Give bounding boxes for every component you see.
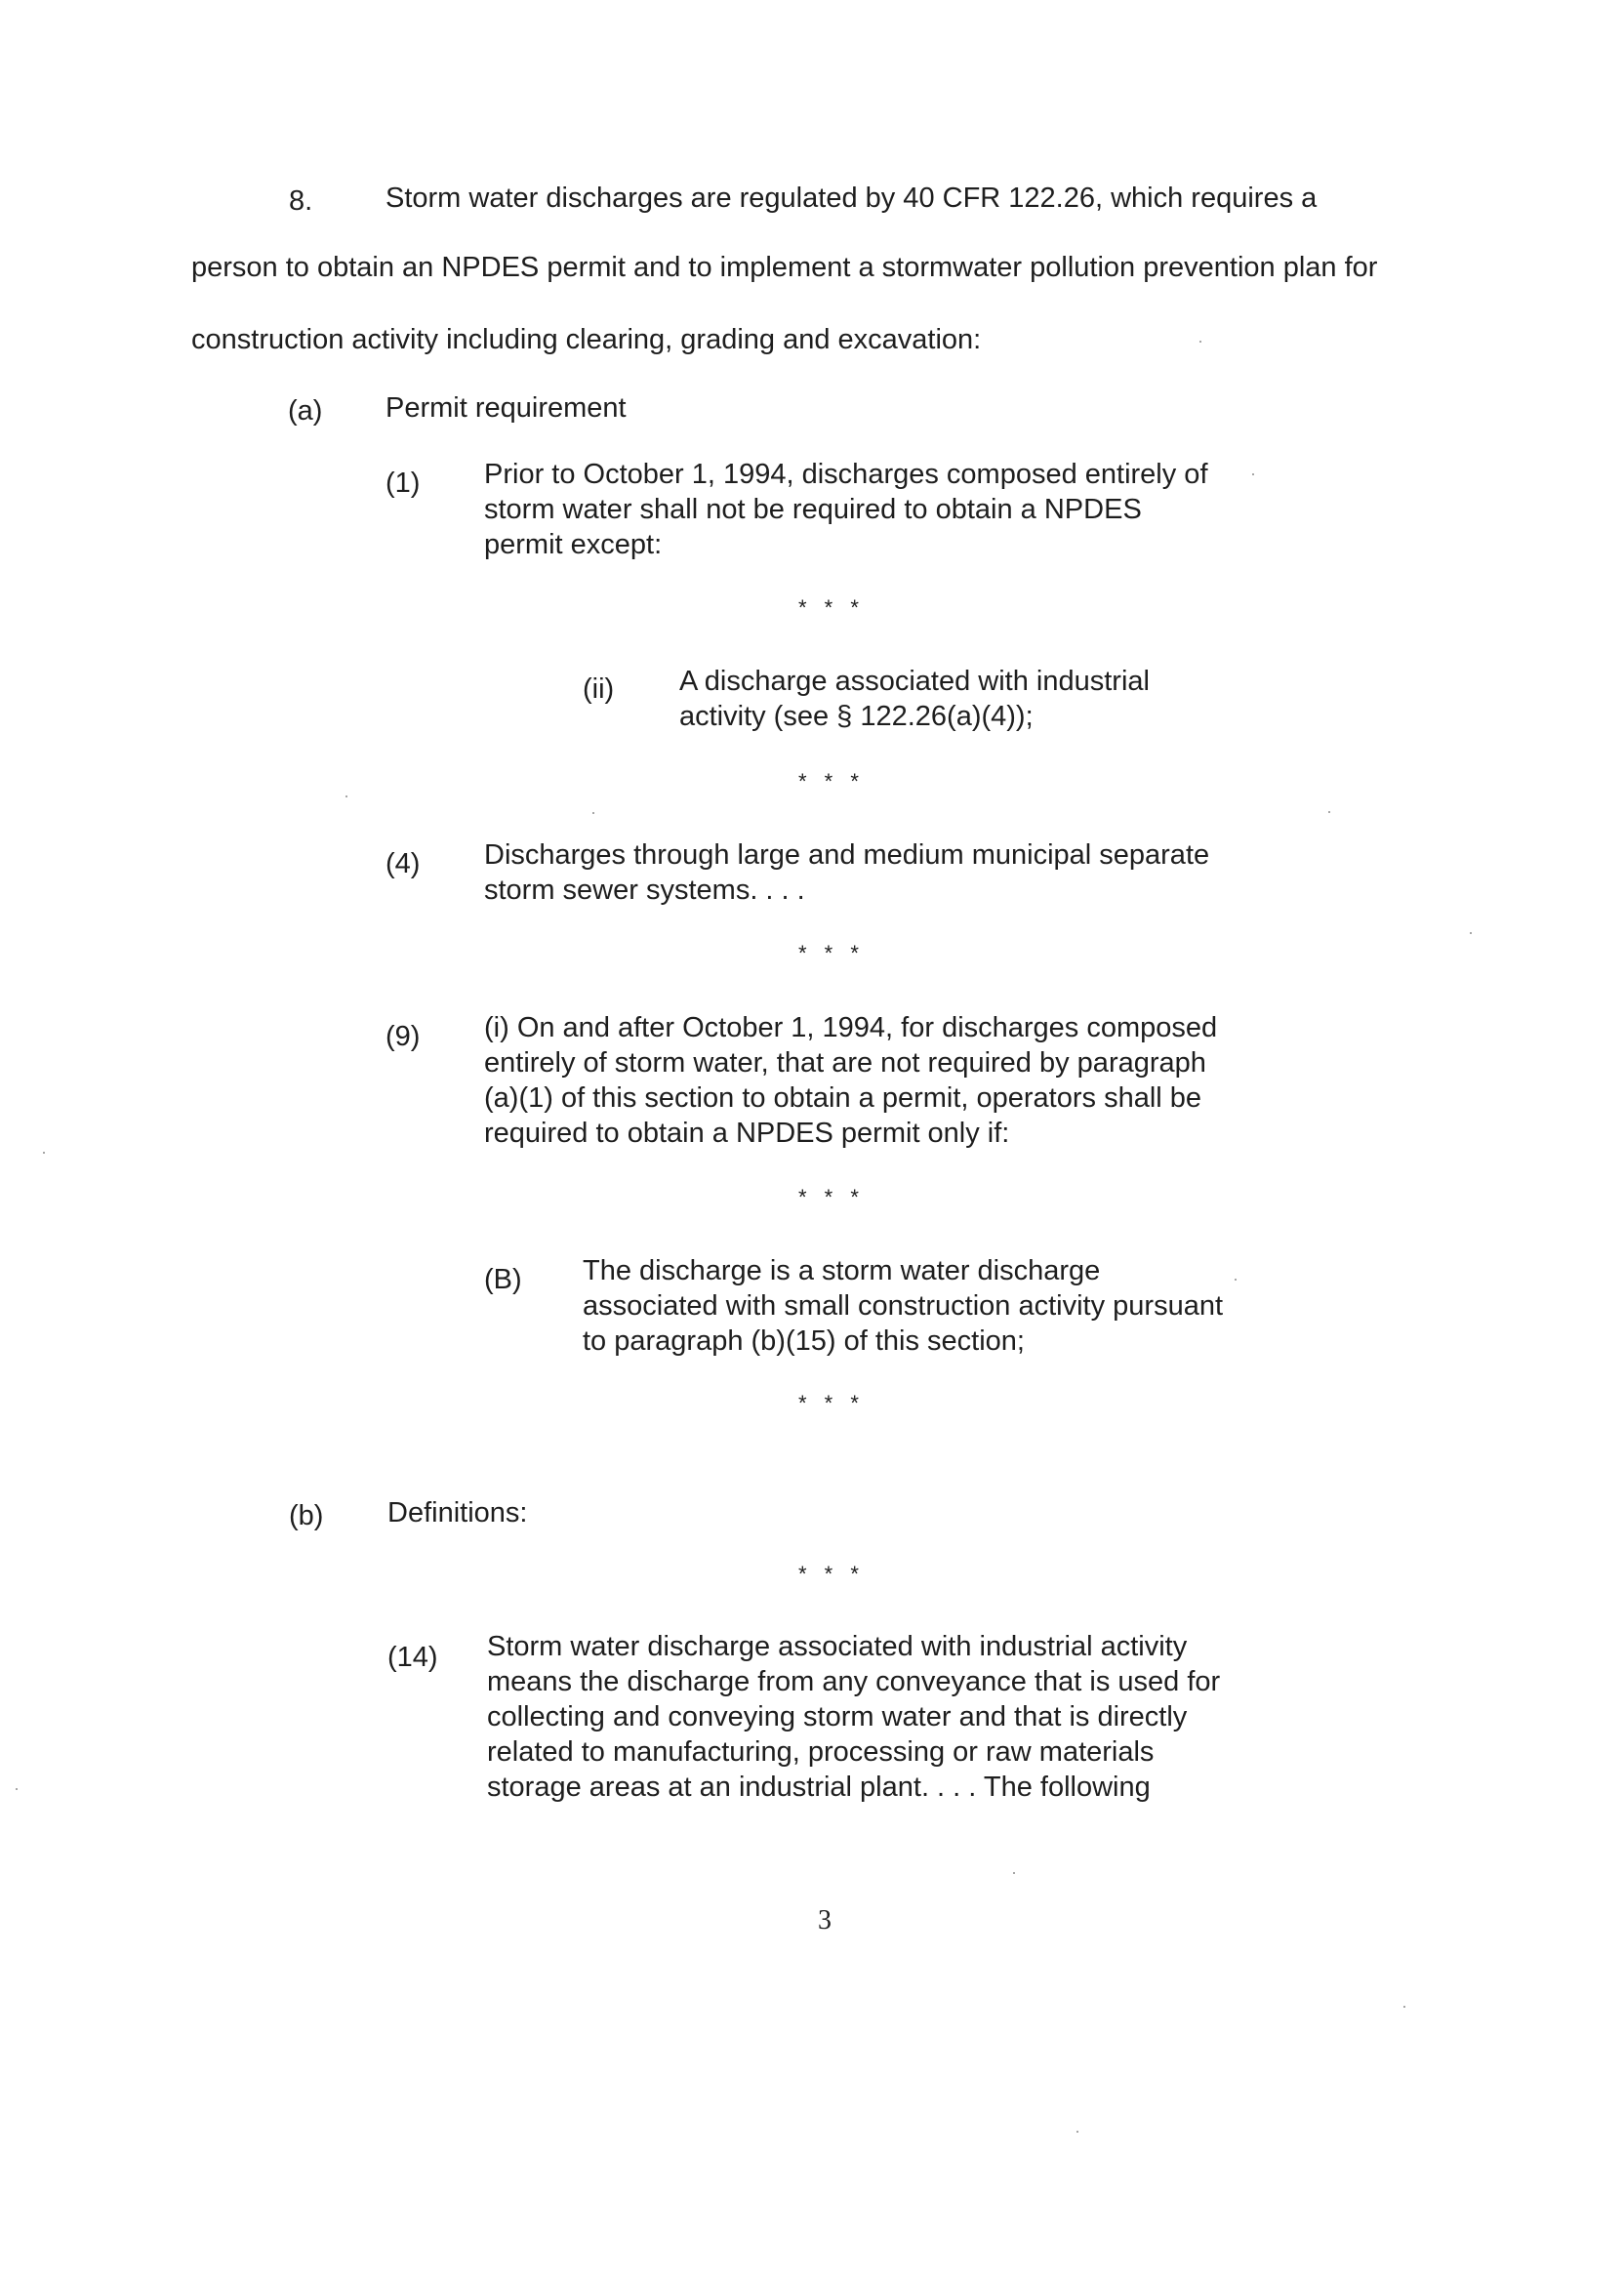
scan-speck bbox=[1470, 932, 1472, 934]
item-1-ii-label: (ii) bbox=[583, 673, 615, 705]
item-14-line-2: means the discharge from any conveyance that is used for bbox=[487, 1666, 1221, 1697]
omission-marker: * * * bbox=[798, 595, 865, 620]
page-number: 3 bbox=[818, 1905, 832, 1936]
item-1-line-2: storm water shall not be required to obtain a NPDES bbox=[484, 494, 1142, 525]
item-1-text bbox=[484, 457, 1208, 562]
item-9-line-2: entirely of storm water, that are not required by paragraph bbox=[484, 1047, 1206, 1079]
item-9-line-4: required to obtain a NPDES permit only if: bbox=[484, 1118, 1010, 1149]
omission-marker: * * * bbox=[798, 1562, 865, 1586]
item-14-line-4: related to manufacturing, processing or raw materials bbox=[487, 1736, 1155, 1768]
scan-speck bbox=[43, 1152, 45, 1154]
scan-speck bbox=[1235, 1279, 1237, 1281]
para-8-line-1: Storm water discharges are regulated by 40 CFR 122.26, which requires a bbox=[386, 183, 1318, 214]
section-a-heading: Permit requirement bbox=[386, 392, 627, 424]
scan-speck bbox=[1013, 1872, 1015, 1874]
item-1-line-1: Prior to October 1, 1994, discharges composed entirely of bbox=[484, 459, 1208, 490]
scan-speck bbox=[16, 1788, 18, 1790]
scan-speck bbox=[1403, 2006, 1405, 2008]
item-14-line-5: storage areas at an industrial plant. . . . The following bbox=[487, 1772, 1151, 1803]
section-b-label: (b) bbox=[289, 1500, 324, 1531]
scan-speck bbox=[345, 795, 347, 797]
omission-marker: * * * bbox=[798, 1391, 865, 1415]
item-9-line-1: (i) On and after October 1, 1994, for discharges composed bbox=[484, 1012, 1218, 1043]
scan-speck bbox=[1076, 2131, 1078, 2133]
scan-speck bbox=[1328, 811, 1330, 813]
omission-marker: * * * bbox=[798, 941, 865, 965]
item-9-B-text bbox=[583, 1253, 1223, 1359]
section-a-label: (a) bbox=[288, 395, 323, 427]
item-9-B-label: (B) bbox=[484, 1264, 522, 1295]
item-1-line-3: permit except: bbox=[484, 529, 663, 560]
item-1-ii-text bbox=[679, 664, 1150, 734]
para-8-line-2: person to obtain an NPDES permit and to implement a stormwater pollution prevention plan for bbox=[191, 252, 1378, 283]
item-9-B-line-3: to paragraph (b)(15) of this section; bbox=[583, 1325, 1025, 1357]
item-9-label: (9) bbox=[386, 1021, 421, 1052]
scan-speck bbox=[1252, 473, 1254, 475]
item-9-B-line-2: associated with small construction activity pursuant bbox=[583, 1290, 1224, 1322]
item-14-line-1: Storm water discharge associated with industrial activity bbox=[487, 1631, 1188, 1662]
item-4-label: (4) bbox=[386, 848, 421, 879]
scan-speck bbox=[592, 812, 594, 814]
item-9-B-line-1: The discharge is a storm water discharge bbox=[583, 1255, 1101, 1286]
item-9-line-3: (a)(1) of this section to obtain a permit, operators shall be bbox=[484, 1082, 1202, 1114]
item-4-line-1: Discharges through large and medium municipal separate bbox=[484, 839, 1210, 871]
item-1-ii-line-2: activity (see § 122.26(a)(4)); bbox=[679, 701, 1034, 732]
item-14-line-3: collecting and conveying storm water and that is directly bbox=[487, 1701, 1188, 1732]
omission-marker: * * * bbox=[798, 769, 865, 794]
item-1-ii-line-1: A discharge associated with industrial bbox=[679, 666, 1150, 697]
item-1-label: (1) bbox=[386, 468, 421, 499]
omission-marker: * * * bbox=[798, 1185, 865, 1209]
scan-speck bbox=[1199, 341, 1201, 343]
section-b-heading: Definitions: bbox=[387, 1497, 528, 1528]
item-14-label: (14) bbox=[387, 1642, 438, 1673]
item-9-text bbox=[484, 1010, 1217, 1151]
para-8-number: 8. bbox=[289, 185, 313, 217]
para-8-line-3: construction activity including clearing, grading and excavation: bbox=[191, 324, 982, 355]
item-14-text bbox=[487, 1629, 1220, 1805]
item-4-line-2: storm sewer systems. . . . bbox=[484, 875, 805, 906]
item-4-text bbox=[484, 837, 1209, 908]
